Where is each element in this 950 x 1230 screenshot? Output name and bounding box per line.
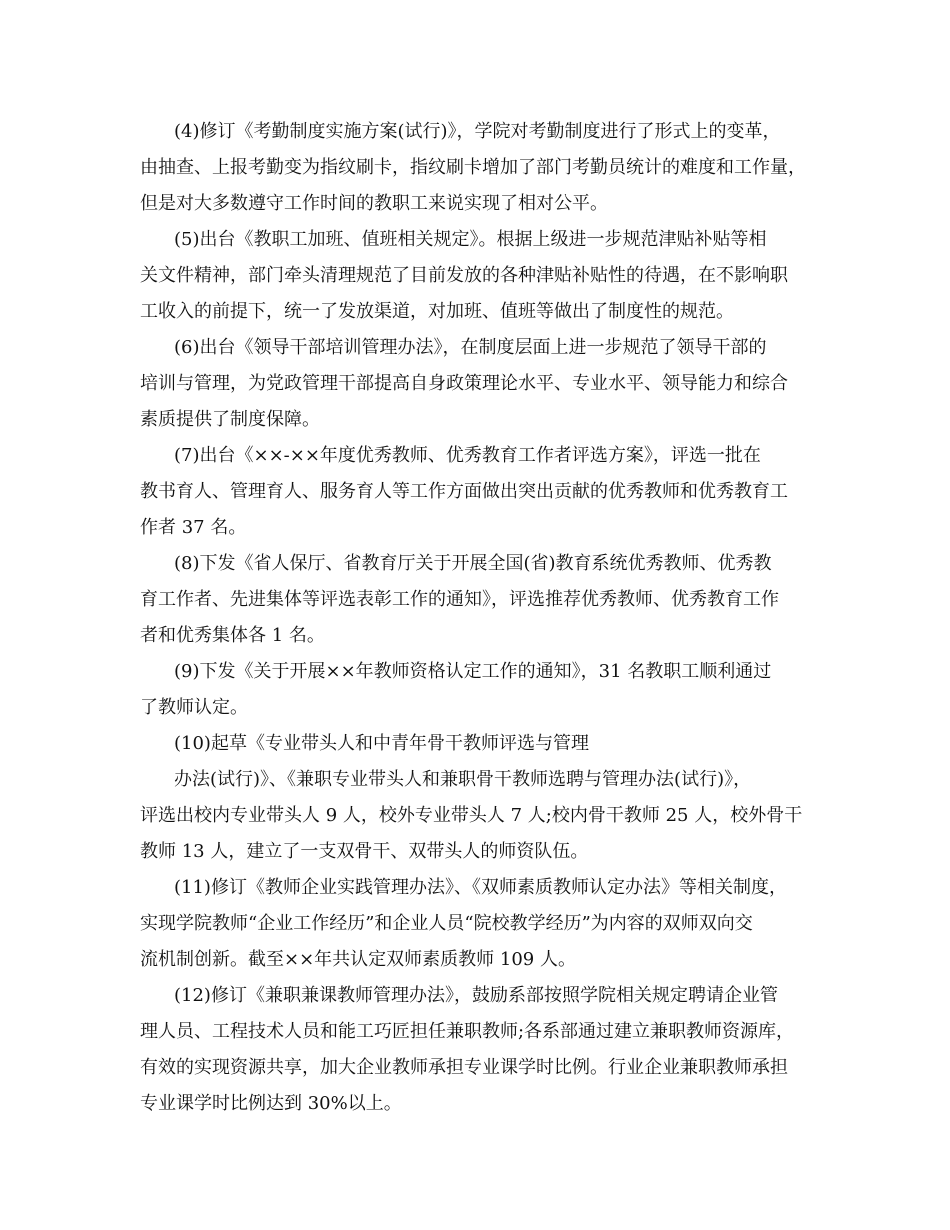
paragraph-4-line-3: 但是对大多数遵守工作时间的教职工来说实现了相对公平。: [140, 193, 608, 214]
paragraph-11-line-1: (11)修订《教师企业实践管理办法》、《双师素质教师认定办法》等相关制度，: [174, 877, 787, 898]
paragraph-11-line-2: 实现学院教师“企业工作经历”和企业人员“院校教学经历”为内容的双师双向交: [140, 913, 753, 934]
paragraph-9-line-1: (9)下发《关于开展××年教师资格认定工作的通知》，31 名教职工顺利通过: [174, 661, 772, 682]
paragraph-12-line-3: 有效的实现资源共享，加大企业教师承担专业课学时比例。行业企业兼职教师承担: [140, 1057, 788, 1078]
paragraph-12-line-1: (12)修订《兼职兼课教师管理办法》，鼓励系部按照学院相关规定聘请企业管: [174, 985, 778, 1006]
paragraph-9-line-2: 了教师认定。: [140, 697, 248, 718]
paragraph-7-line-1: (7)出台《××-××年度优秀教师、优秀教育工作者评选方案》，评选一批在: [174, 445, 761, 466]
paragraph-4-line-2: 由抽查、上报考勤变为指纹刷卡，指纹刷卡增加了部门考勤员统计的难度和工作量，: [140, 157, 806, 178]
paragraph-10-line-3: 评选出校内专业带头人 9 人，校外专业带头人 7 人;校内骨干教师 25 人，校外骨干: [140, 805, 803, 826]
paragraph-12-line-2: 理人员、工程技术人员和能工巧匠担任兼职教师;各系部通过建立兼职教师资源库，: [140, 1021, 795, 1042]
paragraph-10-line-1: (10)起草《专业带头人和中青年骨干教师评选与管理: [174, 733, 589, 754]
paragraph-6-line-2: 培训与管理，为党政管理干部提高自身政策理论水平、专业水平、领导能力和综合: [140, 373, 788, 394]
paragraph-12-line-4: 专业课学时比例达到 30%以上。: [140, 1093, 402, 1114]
paragraph-4-line-1: (4)修订《考勤制度实施方案(试行)》，学院对考勤制度进行了形式上的变革，: [174, 121, 781, 142]
paragraph-8-line-2: 育工作者、先进集体等评选表彰工作的通知》，评选推荐优秀教师、优秀教育工作: [140, 589, 779, 610]
paragraph-5-line-2: 关文件精神，部门牵头清理规范了目前发放的各种津贴补贴性的待遇，在不影响职: [140, 265, 788, 286]
paragraph-6-line-3: 素质提供了制度保障。: [140, 409, 320, 430]
paragraph-11-line-3: 流机制创新。截至××年共认定双师素质教师 109 人。: [140, 949, 576, 970]
paragraph-8-line-1: (8)下发《省人保厅、省教育厅关于开展全国(省)教育系统优秀教师、优秀教: [174, 553, 772, 574]
paragraph-7-line-3: 作者 37 名。: [140, 517, 247, 538]
paragraph-8-line-3: 者和优秀集体各 1 名。: [140, 625, 325, 646]
paragraph-10-line-4: 教师 13 人，建立了一支双骨干、双带头人的师资队伍。: [140, 841, 589, 862]
paragraph-5-line-1: (5)出台《教职工加班、值班相关规定》。根据上级进一步规范津贴补贴等相: [174, 229, 767, 250]
paragraph-10-line-2: 办法(试行)》、《兼职专业带头人和兼职骨干教师选聘与管理办法(试行)》，: [174, 769, 752, 790]
paragraph-7-line-2: 教书育人、管理育人、服务育人等工作方面做出突出贡献的优秀教师和优秀教育工: [140, 481, 788, 502]
paragraph-6-line-1: (6)出台《领导干部培训管理办法》，在制度层面上进一步规范了领导干部的: [174, 337, 767, 358]
paragraph-5-line-3: 工收入的前提下，统一了发放渠道，对加班、值班等做出了制度性的规范。: [140, 301, 734, 322]
